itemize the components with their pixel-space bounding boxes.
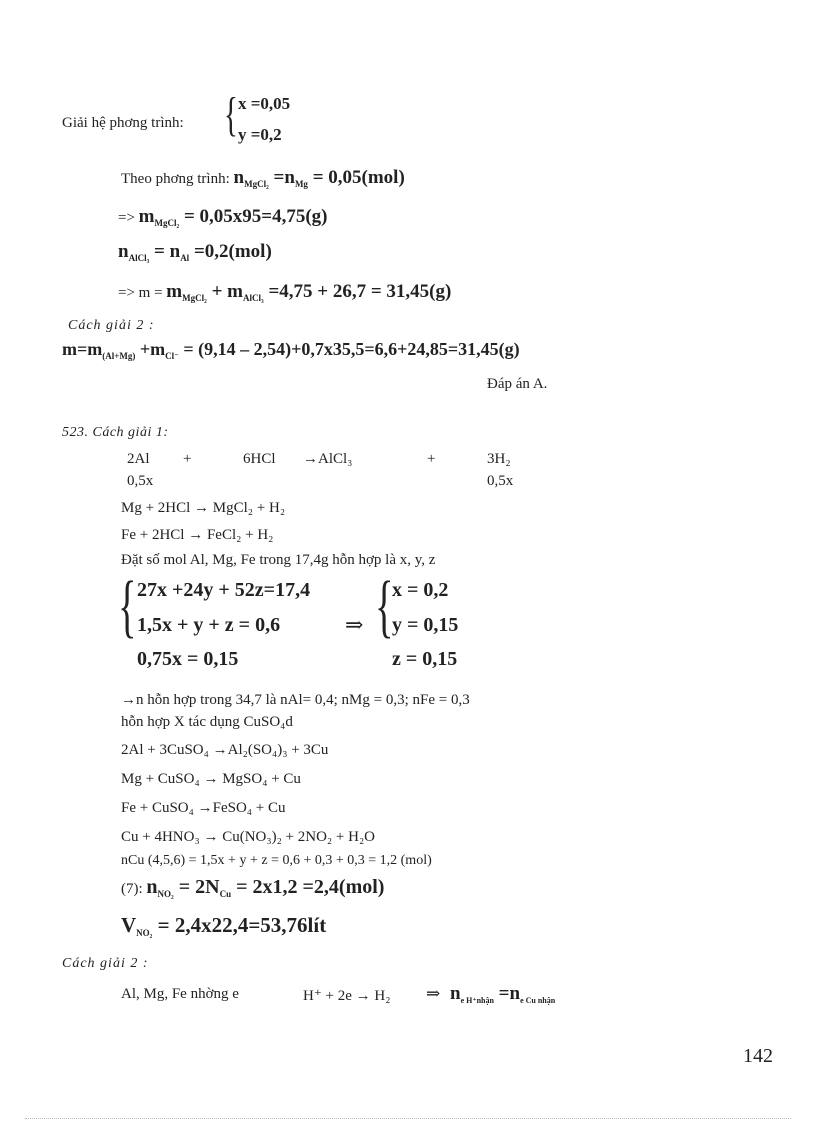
reaction-fe-cuso4: Fe + CuSO₄ →FeSO₄ + Cu (121, 800, 286, 816)
v-no2-line: $V_{NO_2}$ = 2,4x22,4=53,76lít (121, 913, 327, 938)
reaction-al-hcl-5: + (427, 451, 436, 467)
system-eq-2: 1,5x + y + z = 0,6 (137, 614, 281, 636)
n-no2-line (121, 876, 384, 899)
answer-label: Đáp án A. (487, 376, 548, 392)
system-sol-x: x = 0,2 (392, 579, 449, 601)
line-prefix: => (118, 210, 135, 226)
h-reduction: H⁺ + 2e → H₂ (303, 988, 391, 1004)
reaction-al-hcl-3: 6HCl (243, 451, 276, 467)
n-alcl3-line: $n_{AlCl_3} = n_{Al} =0,2(mol)$ (118, 241, 272, 263)
footer-divider (25, 1118, 791, 1119)
method-2-equation: $m=m_{(Al+Mg)} +m_{Cl^-} = (9,14 - 2,54)+0,7x35,5=6,6+24,85=31,45(g)$ (62, 339, 520, 361)
solution-y: y =0,2 (238, 125, 282, 144)
total-mass-line (118, 281, 451, 303)
reaction-al-hcl-6: 3H₂ (487, 451, 511, 467)
moles-in-34-7: →n hỗn hợp trong 34,7 là nAl= 0,4; nMg = 0,3; nFe = 0,3 (121, 692, 470, 708)
system-sol-y: y = 0,15 (392, 614, 459, 636)
solve-system-label: Giải hệ phơng trình: (62, 115, 184, 131)
method-2-heading: Cách giải 2 : (68, 318, 155, 333)
reaction-mg-hcl: Mg + 2HCl → MgCl₂ + H₂ (121, 500, 286, 516)
electron-balance: $n_{e H^+nhận} =n_{e Cu nhận}$ (450, 983, 556, 1005)
right-system-brace: { (375, 568, 394, 645)
implies-arrow-2: ⇒ (426, 984, 441, 1003)
left-system-brace: { (118, 568, 137, 645)
n-cu-total: nCu (4,5,6) = 1,5x + y + z = 0,6 + 0,3 + 0,3 = 1,2 (mol) (121, 853, 432, 868)
reaction-al-hcl-4: →AlCl₃ (303, 451, 353, 467)
system-eq-1: 27x +24y + 52z=17,4 (137, 579, 311, 601)
mole-al: 0,5x (127, 473, 154, 489)
equation: $n_{MgCl_2} =n_{Mg} = 0,05(mol)$ (233, 167, 405, 189)
line-prefix: (7): (121, 881, 143, 897)
line-prefix: => m = (118, 285, 163, 301)
implies-arrow: ⇒ (345, 612, 364, 637)
theo-phuong-trinh (121, 167, 405, 189)
electron-donors: Al, Mg, Fe nhờng e (121, 986, 239, 1002)
system-brace: { (224, 88, 238, 141)
line-prefix: Theo phơng trình: (121, 171, 230, 187)
reaction-al-hcl-2: + (183, 451, 192, 467)
mass-mgcl2-line (118, 206, 328, 228)
variables-definition: Đặt số mol Al, Mg, Fe trong 17,4g hỗn hợp là x, y, z (121, 552, 436, 568)
equation: $m_{MgCl_2} + m_{AlCl_3} =4,75 + 26,7 = 31,45(g)$ (166, 281, 452, 303)
problem-523-method-2: Cách giải 2 : (62, 956, 149, 971)
reaction-fe-hcl: Fe + 2HCl → FeCl₂ + H₂ (121, 527, 274, 543)
system-eq-3: 0,75x = 0,15 (137, 648, 239, 670)
solution-x: x =0,05 (238, 94, 291, 113)
reaction-mg-cuso4: Mg + CuSO₄ → MgSO₄ + Cu (121, 771, 301, 787)
equation: $n_{NO_2} = 2N_{Cu} = 2x1,2 =2,4(mol)$ (146, 876, 385, 899)
problem-523-heading: 523. Cách giải 1: (62, 425, 169, 440)
reaction-cu-hno3: Cu + 4HNO₃ → Cu(NO₃)₂ + 2NO₂ + H₂O (121, 829, 376, 845)
mole-h2: 0,5x (487, 473, 514, 489)
reaction-al-cuso4: 2Al + 3CuSO₄ →Al₂(SO₄)₃ + 3Cu (121, 742, 329, 758)
equation: $m_{MgCl_2} = 0,05x95=4,75(g)$ (138, 206, 328, 228)
page-number: 142 (743, 1045, 773, 1067)
mixture-x-cuso4: hỗn hợp X tác dụng CuSO₄d (121, 714, 293, 730)
system-sol-z: z = 0,15 (392, 648, 458, 670)
reaction-al-hcl-1: 2Al (127, 451, 150, 467)
